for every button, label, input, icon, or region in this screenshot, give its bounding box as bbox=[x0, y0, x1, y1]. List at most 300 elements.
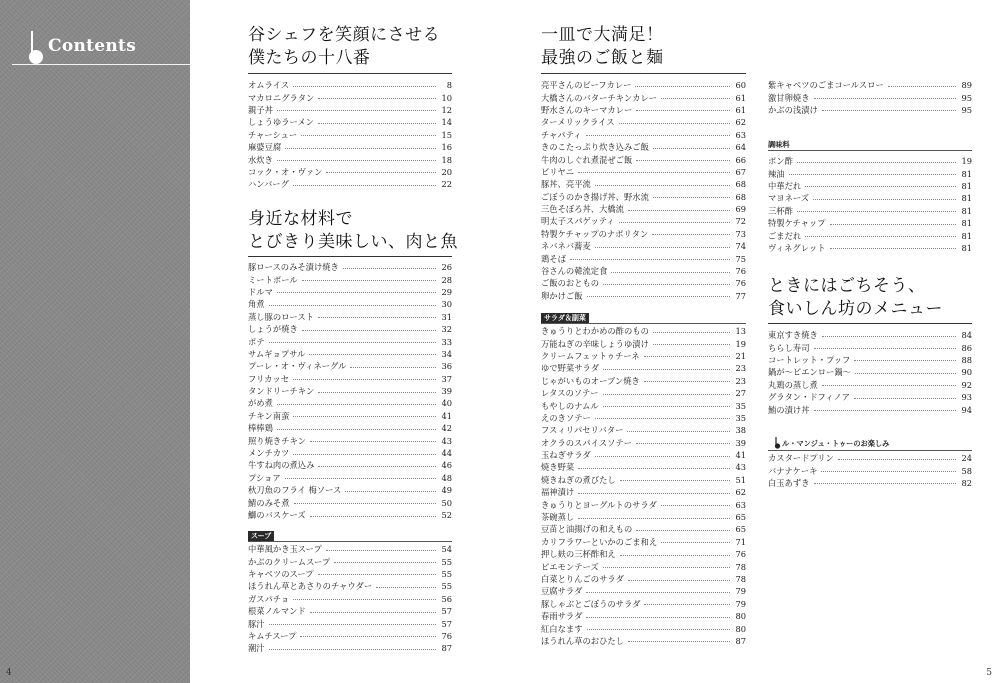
toc-entry-title: 潮汁 bbox=[248, 643, 265, 654]
toc-entry bbox=[768, 229, 972, 241]
dot-leader bbox=[586, 135, 730, 136]
toc-entry-page: 95 bbox=[961, 92, 972, 103]
toc-entry-page: 41 bbox=[441, 410, 452, 421]
toc-entry-page: 52 bbox=[441, 510, 452, 520]
section-heading-meat-fish: 身近な材料で とびきり美味しい、肉と魚 bbox=[248, 209, 458, 252]
toc-entry-page: 23 bbox=[735, 363, 746, 374]
toc-entry bbox=[768, 217, 972, 229]
toc-entry bbox=[541, 265, 746, 277]
dot-leader bbox=[653, 344, 730, 345]
dot-leader bbox=[587, 296, 731, 297]
toc-entry bbox=[541, 252, 746, 264]
toc-entry bbox=[541, 362, 746, 374]
toc-entry bbox=[248, 335, 452, 347]
toc-list-feast bbox=[768, 329, 972, 416]
dot-leader bbox=[619, 123, 730, 124]
toc-entry bbox=[541, 523, 746, 535]
dot-leader bbox=[595, 247, 730, 248]
toc-entry-title: 亮平さんのビーフカレー bbox=[541, 80, 632, 91]
toc-entry bbox=[248, 79, 452, 91]
toc-entry bbox=[541, 375, 746, 387]
dot-leader bbox=[578, 493, 730, 494]
toc-entry-page: 80 bbox=[735, 611, 746, 622]
toc-entry-page: 55 bbox=[441, 581, 452, 592]
toc-entry bbox=[248, 116, 452, 128]
category-divider bbox=[248, 541, 452, 542]
toc-entry bbox=[541, 325, 746, 337]
toc-entry-title: 根菜ノルマンド bbox=[248, 606, 306, 617]
dot-leader bbox=[822, 336, 956, 337]
page-number-left: 4 bbox=[6, 668, 12, 678]
brand-divider bbox=[12, 64, 192, 65]
toc-entry-page: 81 bbox=[961, 218, 972, 229]
section-divider bbox=[248, 73, 452, 74]
dot-leader bbox=[854, 398, 956, 399]
toc-entry bbox=[541, 437, 746, 449]
toc-entry-page: 42 bbox=[441, 423, 452, 434]
toc-entry-page: 94 bbox=[961, 404, 972, 415]
toc-entry-title: 秋刀魚のフライ 梅ソース bbox=[248, 485, 342, 496]
toc-entry-page: 35 bbox=[735, 412, 746, 423]
toc-entry-page: 54 bbox=[441, 544, 452, 555]
toc-entry-title: 三杯酢 bbox=[768, 205, 793, 216]
ladle-icon bbox=[12, 30, 46, 66]
category-label-seasoning: 調味料 bbox=[768, 140, 790, 149]
dot-leader bbox=[644, 604, 730, 605]
dot-leader bbox=[805, 236, 956, 237]
toc-entry-title: チキン南蛮 bbox=[248, 410, 290, 421]
category-divider bbox=[541, 323, 746, 324]
toc-entry-page: 75 bbox=[735, 253, 746, 264]
toc-entry bbox=[248, 311, 452, 323]
category-divider bbox=[768, 150, 972, 151]
toc-entry-title: 鯖のみそ煮 bbox=[248, 497, 290, 508]
dot-leader bbox=[636, 110, 730, 111]
toc-entry-title: ガスパチョ bbox=[248, 593, 290, 604]
toc-entry bbox=[768, 205, 972, 217]
toc-entry bbox=[541, 573, 746, 585]
toc-entry-page: 30 bbox=[441, 299, 452, 310]
toc-entry bbox=[541, 240, 746, 252]
toc-entry bbox=[541, 585, 746, 597]
dot-leader bbox=[301, 135, 436, 136]
dot-leader bbox=[269, 624, 436, 625]
dot-leader bbox=[277, 404, 436, 405]
dot-leader bbox=[627, 431, 730, 432]
toc-entry-page: 81 bbox=[961, 193, 972, 204]
toc-entry-title: レタスのソテー bbox=[541, 388, 599, 399]
toc-entry-title: キムチスープ bbox=[248, 630, 297, 641]
dot-leader bbox=[293, 185, 436, 186]
dot-leader bbox=[830, 248, 957, 249]
toc-entry-title: 牛すね肉の煮込み bbox=[248, 460, 315, 471]
toc-entry bbox=[248, 568, 452, 580]
toc-entry-page: 73 bbox=[735, 228, 746, 239]
toc-entry-page: 12 bbox=[441, 104, 452, 115]
toc-entry bbox=[541, 178, 746, 190]
toc-entry bbox=[541, 598, 746, 610]
dot-leader bbox=[814, 348, 957, 349]
toc-entry bbox=[248, 348, 452, 360]
toc-entry-title: きゅうりとヨーグルトのサラダ bbox=[541, 499, 657, 510]
dot-leader bbox=[334, 562, 436, 563]
toc-entry bbox=[541, 153, 746, 165]
toc-entry bbox=[768, 91, 972, 103]
toc-entry-title: ポン酢 bbox=[768, 156, 793, 167]
toc-entry-page: 35 bbox=[735, 400, 746, 411]
toc-entry-page: 48 bbox=[441, 472, 452, 483]
dot-leader bbox=[309, 354, 436, 355]
toc-entry-page: 92 bbox=[961, 379, 972, 390]
toc-entry-page: 46 bbox=[441, 460, 452, 471]
dot-leader bbox=[661, 505, 730, 506]
toc-entry-title: オムライス bbox=[248, 80, 290, 91]
section-heading-signature: 谷シェフを笑顔にさせる 僕たちの十八番 bbox=[248, 25, 441, 68]
dot-leader bbox=[293, 379, 436, 380]
toc-entry bbox=[541, 387, 746, 399]
dot-leader bbox=[318, 392, 436, 393]
toc-entry-page: 76 bbox=[735, 266, 746, 277]
toc-entry-title: タンドリーチキン bbox=[248, 386, 315, 397]
toc-entry-title: フスィリパセリバター bbox=[541, 425, 624, 436]
toc-entry-title: プーレ・オ・ヴィネーグル bbox=[248, 361, 347, 372]
section-heading-feast: ときにはごちそう、 食いしん坊のメニュー bbox=[768, 276, 943, 319]
toc-entry-page: 15 bbox=[441, 129, 452, 140]
toc-entry-page: 78 bbox=[735, 561, 746, 572]
toc-entry bbox=[248, 593, 452, 605]
toc-entry-page: 76 bbox=[441, 630, 452, 641]
toc-entry bbox=[541, 412, 746, 424]
toc-entry-title: かぶの浅漬け bbox=[768, 104, 818, 115]
toc-entry-page: 44 bbox=[441, 448, 452, 459]
dot-leader bbox=[822, 110, 956, 111]
toc-entry-page: 62 bbox=[735, 487, 746, 498]
toc-entry bbox=[768, 391, 972, 403]
toc-entry-page: 65 bbox=[735, 524, 746, 535]
category-label-salad: サラダ＆副菜 bbox=[541, 313, 589, 324]
toc-entry-page: 68 bbox=[735, 191, 746, 202]
toc-entry-page: 28 bbox=[441, 274, 452, 285]
toc-entry-page: 86 bbox=[961, 342, 972, 353]
toc-entry-title: 角煮 bbox=[248, 299, 265, 310]
toc-entry-title: しょうが焼き bbox=[248, 324, 298, 335]
toc-entry-page: 78 bbox=[735, 574, 746, 584]
toc-entry-title: 鍋が〜ピエンロー鍋〜 bbox=[768, 367, 851, 378]
dot-leader bbox=[570, 259, 730, 260]
toc-entry-page: 95 bbox=[961, 104, 972, 115]
toc-entry bbox=[248, 373, 452, 385]
toc-entry-page: 18 bbox=[441, 154, 452, 165]
section-divider bbox=[768, 323, 972, 324]
dot-leader bbox=[578, 518, 730, 519]
toc-entry bbox=[768, 366, 972, 378]
toc-entry-page: 33 bbox=[441, 336, 452, 347]
toc-entry-title: 麻婆豆腐 bbox=[248, 142, 282, 153]
toc-entry-page: 87 bbox=[735, 635, 746, 646]
toc-entry bbox=[768, 155, 972, 167]
toc-entry-title: 明太子スパゲッティ bbox=[541, 216, 615, 227]
toc-entry-title: 鮪の漬け丼 bbox=[768, 404, 810, 415]
toc-entry-page: 50 bbox=[441, 497, 452, 508]
toc-entry-title: ゆで野菜サラダ bbox=[541, 363, 599, 374]
toc-entry bbox=[248, 323, 452, 335]
dot-leader bbox=[636, 160, 730, 161]
toc-entry-title: 野水さんのキーマカレー bbox=[541, 104, 633, 115]
toc-entry bbox=[768, 379, 972, 391]
toc-entry bbox=[768, 192, 972, 204]
toc-entry-page: 63 bbox=[735, 499, 746, 510]
toc-entry bbox=[248, 286, 452, 298]
toc-entry-title: 紫キャベツのごまコールスロー bbox=[768, 80, 884, 91]
toc-entry bbox=[541, 191, 746, 203]
ladle-small-icon bbox=[768, 437, 782, 449]
toc-entry-page: 66 bbox=[735, 154, 746, 165]
toc-entry-title: サムギョプサル bbox=[248, 348, 306, 359]
toc-entry-page: 77 bbox=[735, 290, 746, 301]
toc-entry bbox=[768, 477, 972, 489]
toc-entry-page: 93 bbox=[961, 392, 972, 403]
toc-entry-page: 76 bbox=[735, 278, 746, 289]
contents-title: Contents bbox=[48, 36, 137, 56]
toc-entry-title: 豆腐サラダ bbox=[541, 586, 583, 597]
dot-leader bbox=[586, 617, 730, 618]
dot-leader bbox=[300, 636, 436, 637]
toc-entry bbox=[541, 337, 746, 349]
toc-entry bbox=[248, 153, 452, 165]
toc-list-signature bbox=[248, 79, 452, 191]
toc-entry bbox=[541, 116, 746, 128]
dot-leader bbox=[293, 86, 436, 87]
dot-leader bbox=[586, 592, 730, 593]
toc-entry bbox=[248, 298, 452, 310]
toc-entry bbox=[248, 496, 452, 508]
toc-entry-page: 14 bbox=[441, 117, 452, 128]
toc-entry-page: 80 bbox=[735, 623, 746, 634]
toc-entry-title: 大橋さんのバターチキンカレー bbox=[541, 92, 658, 103]
toc-entry-title: 谷さんの韓流定食 bbox=[541, 266, 608, 277]
toc-entry-title: ターメリックライス bbox=[541, 117, 615, 128]
dot-leader bbox=[814, 98, 957, 99]
toc-entry-page: 81 bbox=[961, 242, 972, 253]
toc-entry bbox=[541, 290, 746, 302]
dot-leader bbox=[888, 86, 956, 87]
toc-entry bbox=[541, 399, 746, 411]
toc-entry-page: 34 bbox=[441, 348, 452, 359]
toc-entry bbox=[541, 461, 746, 473]
toc-entry-title: 特製ケチャップのナポリタン bbox=[541, 228, 649, 239]
toc-entry bbox=[541, 228, 746, 240]
toc-entry bbox=[541, 511, 746, 523]
dot-leader bbox=[814, 483, 957, 484]
toc-entry bbox=[248, 91, 452, 103]
dot-leader bbox=[277, 292, 436, 293]
toc-entry bbox=[248, 447, 452, 459]
dot-leader bbox=[814, 410, 957, 411]
toc-entry-page: 64 bbox=[735, 142, 746, 153]
toc-entry bbox=[541, 635, 746, 647]
toc-entry-page: 27 bbox=[735, 388, 746, 399]
toc-entry-page: 74 bbox=[735, 241, 746, 252]
toc-entry-page: 55 bbox=[441, 556, 452, 567]
toc-entry-page: 69 bbox=[735, 204, 746, 215]
dot-leader bbox=[611, 272, 730, 273]
section-heading-rice-noodles: 一皿で大満足！ 最強のご飯と麺 bbox=[541, 25, 664, 68]
toc-entry bbox=[541, 424, 746, 436]
toc-entry-title: メンチカツ bbox=[248, 448, 290, 459]
dot-leader bbox=[595, 185, 730, 186]
dot-leader bbox=[587, 629, 731, 630]
toc-entry bbox=[768, 403, 972, 415]
toc-entry bbox=[541, 277, 746, 289]
toc-entry-title: がめ煮 bbox=[248, 398, 273, 409]
dot-leader bbox=[644, 356, 730, 357]
dot-leader bbox=[636, 443, 730, 444]
toc-entry-page: 82 bbox=[961, 477, 972, 488]
toc-entry-title: 牛肉のしぐれ煮混ぜご飯 bbox=[541, 154, 633, 165]
toc-entry-title: じゃがいものオーブン焼き bbox=[541, 375, 640, 386]
toc-entry-title: ピエモンテーズ bbox=[541, 561, 599, 572]
toc-entry-page: 39 bbox=[735, 437, 746, 448]
toc-entry-title: かぶのクリームスープ bbox=[248, 556, 331, 567]
dot-leader bbox=[855, 373, 956, 374]
dot-leader bbox=[653, 197, 730, 198]
toc-entry-title: ちらし寿司 bbox=[768, 342, 810, 353]
dot-leader bbox=[628, 641, 730, 642]
toc-entry-title: 豚しゃぶとごぼうのサラダ bbox=[541, 598, 641, 609]
toc-entry bbox=[768, 354, 972, 366]
toc-entry-page: 51 bbox=[735, 474, 746, 485]
toc-entry-title: ドルマ bbox=[248, 286, 273, 297]
dot-leader bbox=[822, 385, 956, 386]
dot-leader bbox=[628, 210, 730, 211]
toc-entry-page: 55 bbox=[441, 568, 452, 579]
toc-entry bbox=[541, 560, 746, 572]
toc-entry-page: 79 bbox=[735, 598, 746, 609]
dot-leader bbox=[277, 429, 436, 430]
toc-entry-title: 中華風かき玉スープ bbox=[248, 544, 322, 555]
dot-leader bbox=[838, 459, 956, 460]
toc-entry bbox=[541, 104, 746, 116]
toc-entry-page: 87 bbox=[441, 643, 452, 654]
toc-entry-page: 43 bbox=[441, 435, 452, 446]
category-label-soup: スープ bbox=[248, 531, 274, 542]
dot-leader bbox=[269, 305, 436, 306]
toc-entry-title: オクラのスパイスソテー bbox=[541, 437, 633, 448]
dot-leader bbox=[310, 441, 436, 442]
toc-entry-title: 玉ねぎサラダ bbox=[541, 450, 591, 461]
toc-entry-page: 21 bbox=[735, 350, 746, 361]
toc-entry bbox=[541, 129, 746, 141]
dot-leader bbox=[653, 332, 730, 333]
toc-entry-page: 13 bbox=[735, 326, 746, 337]
toc-entry bbox=[248, 509, 452, 521]
dot-leader bbox=[277, 110, 436, 111]
toc-entry-title: もやしのナムル bbox=[541, 400, 599, 411]
toc-entry bbox=[541, 91, 746, 103]
toc-entry-title: 焼きねぎの煮びたし bbox=[541, 474, 616, 485]
toc-entry-page: 88 bbox=[961, 354, 972, 365]
dot-leader bbox=[578, 172, 730, 173]
toc-entry-page: 89 bbox=[961, 80, 972, 91]
dot-leader bbox=[310, 612, 436, 613]
toc-entry bbox=[541, 203, 746, 215]
dot-leader bbox=[285, 478, 436, 479]
toc-entry-title: ポテ bbox=[248, 336, 265, 347]
dot-leader bbox=[277, 160, 436, 161]
toc-entry-title: えのきソテー bbox=[541, 412, 591, 423]
dot-leader bbox=[293, 454, 436, 455]
toc-entry bbox=[541, 486, 746, 498]
toc-entry-page: 24 bbox=[961, 453, 972, 464]
dot-leader bbox=[603, 284, 730, 285]
toc-entry-title: ごまだれ bbox=[768, 230, 802, 241]
toc-entry-title: 東京すき焼き bbox=[768, 330, 818, 341]
toc-entry-page: 32 bbox=[441, 324, 452, 335]
toc-entry-title: フリカッセ bbox=[248, 373, 289, 384]
toc-entry-title: 豚汁 bbox=[248, 618, 265, 629]
toc-entry-page: 57 bbox=[441, 618, 452, 629]
toc-entry-page: 57 bbox=[441, 606, 452, 617]
dot-leader bbox=[595, 456, 730, 457]
toc-entry-page: 38 bbox=[735, 425, 746, 436]
toc-entry-title: 焼き野菜 bbox=[541, 462, 575, 473]
toc-entry bbox=[248, 410, 452, 422]
toc-entry-page: 19 bbox=[961, 156, 972, 167]
toc-list-seasoning bbox=[768, 155, 972, 254]
dot-leader bbox=[628, 580, 730, 581]
toc-entry bbox=[248, 459, 452, 471]
dot-leader bbox=[789, 174, 956, 175]
toc-entry-title: 紅白なます bbox=[541, 623, 583, 634]
dot-leader bbox=[269, 342, 436, 343]
toc-entry bbox=[248, 273, 452, 285]
toc-entry-title: チャーシュー bbox=[248, 129, 298, 140]
toc-entry-page: 61 bbox=[735, 104, 746, 115]
dot-leader bbox=[603, 369, 730, 370]
toc-entry bbox=[541, 536, 746, 548]
toc-entry-title: 豚丼、亮平流 bbox=[541, 179, 591, 190]
toc-entry-page: 81 bbox=[961, 205, 972, 216]
toc-entry bbox=[768, 452, 972, 464]
toc-entry bbox=[248, 129, 452, 141]
toc-entry-title: 特製ケチャップ bbox=[768, 218, 826, 229]
dot-leader bbox=[813, 199, 956, 200]
toc-entry-page: 84 bbox=[961, 330, 972, 341]
toc-entry bbox=[541, 166, 746, 178]
dot-leader bbox=[603, 406, 730, 407]
toc-entry-title: 押し麸の三杯酢和え bbox=[541, 549, 616, 560]
toc-entry-page: 67 bbox=[735, 166, 746, 177]
toc-entry-title: 卵かけご飯 bbox=[541, 290, 583, 301]
toc-list-rice-noodles bbox=[541, 79, 746, 302]
dot-leader bbox=[343, 268, 436, 269]
toc-entry bbox=[248, 484, 452, 496]
toc-list-dessert bbox=[768, 452, 972, 489]
dot-leader bbox=[595, 418, 730, 419]
dot-leader bbox=[636, 530, 730, 531]
toc-entry bbox=[768, 104, 972, 116]
toc-entry-title: ネバネバ蕎麦 bbox=[541, 241, 591, 252]
toc-entry-title: ほうれん草のおひたし bbox=[541, 635, 624, 646]
dot-leader bbox=[619, 222, 730, 223]
toc-entry-title: カスタードプリン bbox=[768, 453, 834, 464]
contents-brand bbox=[12, 30, 182, 70]
dot-leader bbox=[661, 98, 730, 99]
dot-leader bbox=[620, 555, 730, 556]
toc-entry-title: 鶏そば bbox=[541, 253, 566, 264]
toc-entry bbox=[768, 180, 972, 192]
section-divider bbox=[248, 256, 452, 257]
